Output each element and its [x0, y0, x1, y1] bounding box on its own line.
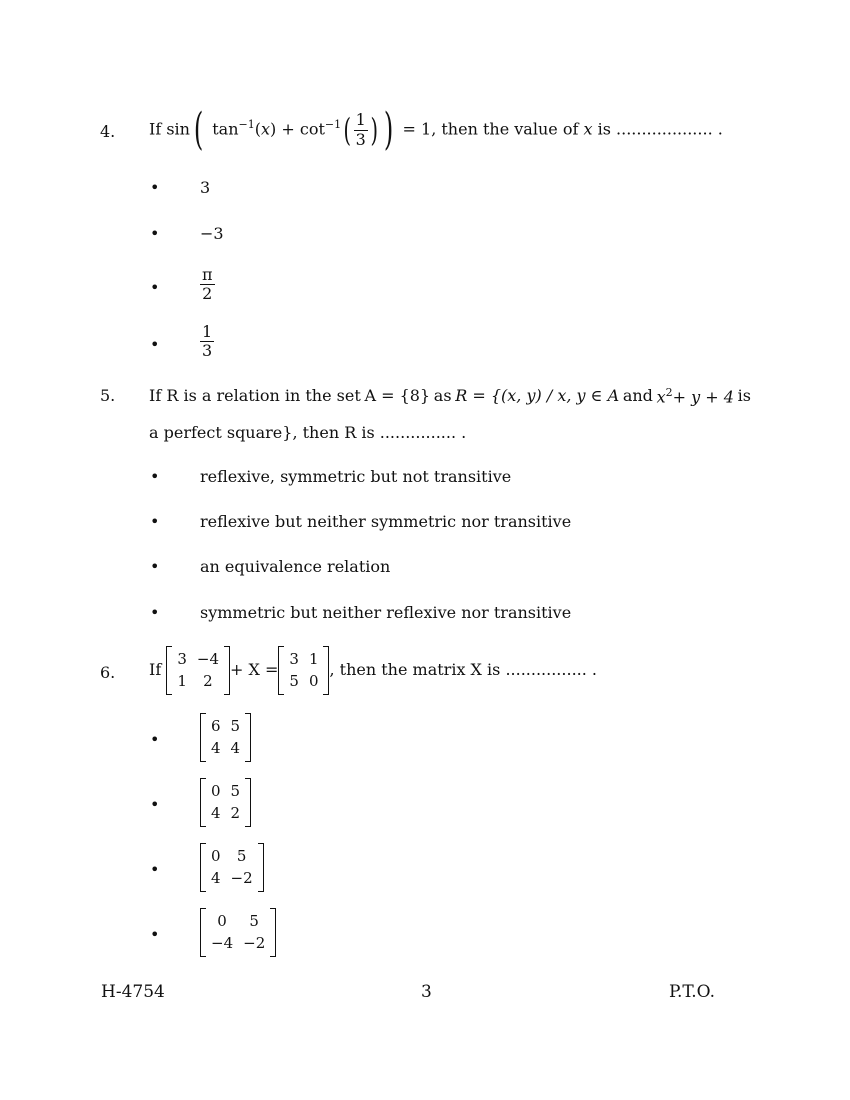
bullet: • [150, 730, 160, 749]
matrix: 3 −4 1 2 [166, 646, 230, 695]
option-text: an equivalence relation [200, 557, 391, 576]
matrix: 3 1 5 0 [278, 646, 329, 695]
bullet: • [150, 335, 160, 354]
option-text: symmetric but neither reflexive nor transitive [200, 603, 572, 622]
bullet: • [150, 512, 160, 531]
option-matrix: 0 5 −4 −2 [200, 908, 276, 957]
bullet: • [150, 557, 160, 576]
question-stem: If 3 −4 1 2 + X = 3 1 5 0 , then the matrix X is ................ . [149, 646, 597, 695]
bullet: • [150, 178, 160, 197]
bullet: • [150, 925, 160, 944]
option-matrix: 0 5 4 −2 [200, 843, 264, 892]
question-stem: If sin( $\tan^{-1}(x) + \cot^{-1}$( $\frac{1}{3}$ ) ) = 1, then the value of x is ................... . [149, 104, 723, 155]
pto-label: P.T.O. [669, 982, 715, 1002]
fraction: $\frac{1}{3}$ [355, 110, 366, 149]
paper-code: H-4754 [101, 982, 165, 1002]
option-text: 3 [200, 178, 211, 197]
option-text: −3 [200, 224, 224, 243]
bullet: • [150, 860, 160, 879]
question-number: 6. [100, 663, 116, 682]
option-matrix: 0 5 4 2 [200, 778, 251, 827]
question-number: 5. [100, 386, 116, 405]
option-matrix: 6 5 4 4 [200, 713, 251, 762]
bullet: • [150, 278, 160, 297]
bullet: • [150, 603, 160, 622]
question-number: 4. [100, 122, 116, 141]
option-text: reflexive, symmetric but not transitive [200, 467, 512, 486]
option-fraction: $\frac{1}{3}$ [202, 322, 213, 361]
question-stem-line2: a perfect square}, then R is ............... . [149, 423, 467, 442]
page-number: 3 [421, 982, 432, 1002]
question-stem-line1: If R is a relation in the set A = {8} as R = {(x, y) / x, y ∈ A and $x^2+ y + 4$ is [149, 386, 751, 407]
option-text: reflexive but neither symmetric nor transitive [200, 512, 572, 531]
bullet: • [150, 224, 160, 243]
bullet: • [150, 467, 160, 486]
bullet: • [150, 795, 160, 814]
option-fraction: $\frac{\pi}{2}$ [202, 265, 213, 304]
